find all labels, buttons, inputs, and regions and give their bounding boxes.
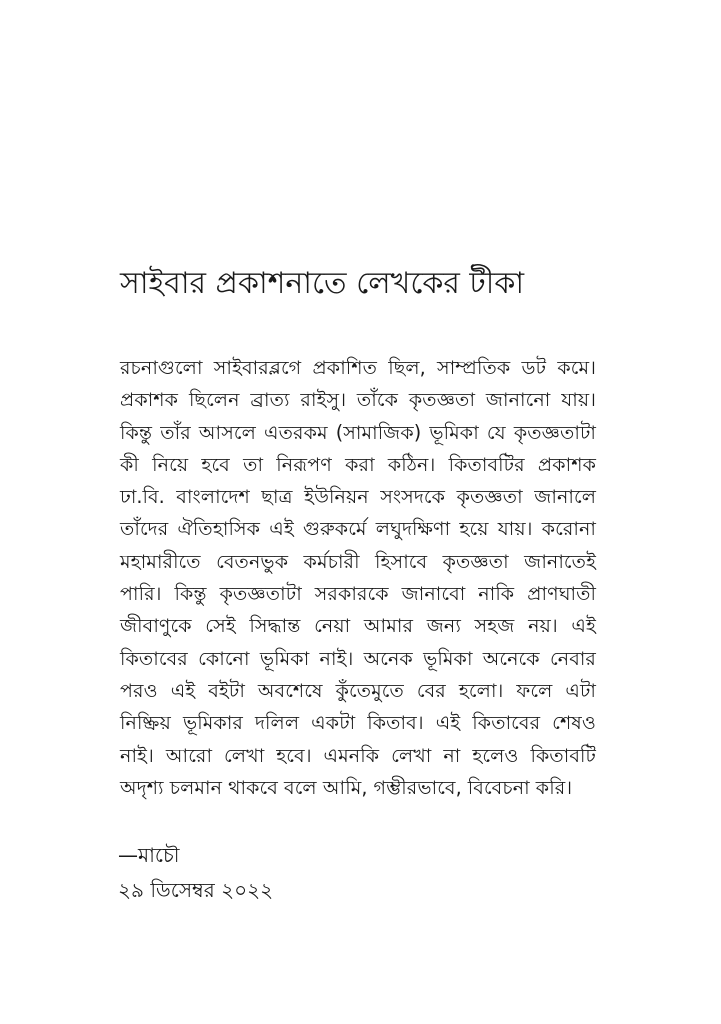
body-paragraph <box>120 352 596 804</box>
author-signature: —মাচৌ <box>118 843 180 867</box>
body-line: তাঁদের ঐতিহাসিক এই গুরুকর্মে লঘুদক্ষিণা হয়ে যায়। করোনা <box>120 517 596 541</box>
body-line: নাই। আরো লেখা হবে। এমনকি লেখা না হলেও কিতাবটি <box>120 743 596 767</box>
body-line: কিন্তু তাঁর আসলে এতরকম (সামাজিক) ভূমিকা যে কৃতজ্ঞতাটা <box>120 420 596 444</box>
body-line: ঢা.বি. বাংলাদেশ ছাত্র ইউনিয়ন সংসদকে কৃতজ্ঞতা জানালে <box>120 485 596 509</box>
body-line: পরও এই বইটা অবশেষে কুঁতেমুতে বের হলো। ফলে এটা <box>120 678 596 702</box>
body-line: জীবাণুকে সেই সিদ্ধান্ত নেয়া আমার জন্য সহজ নয়। এই <box>120 614 596 638</box>
body-line: কী নিয়ে হবে তা নিরূপণ করা কঠিন। কিতাবটির প্রকাশক <box>120 452 596 476</box>
body-line: পারি। কিন্তু কৃতজ্ঞতাটা সরকারকে জানাবো নাকি প্রাণঘাতী <box>120 582 596 606</box>
body-line: কিতাবের কোনো ভূমিকা নাই। অনেক ভূমিকা অনেকে নেবার <box>120 646 596 670</box>
body-line: প্রকাশক ছিলেন ব্রাত্য রাইসু। তাঁকে কৃতজ্ঞতা জানানো যায়। <box>120 388 596 412</box>
page-title: সাইবার প্রকাশনাতে লেখকের টীকা <box>120 266 525 301</box>
body-line: রচনাগুলো সাইবারব্লগে প্রকাশিত ছিল, সাম্প্রতিক ডট কমে। <box>120 356 596 379</box>
body-line: নিষ্ক্রিয় ভূমিকার দলিল একটা কিতাব। এই কিতাবের শেষও <box>120 711 596 735</box>
body-line: অদৃশ্য চলমান থাকবে বলে আমি, গম্ভীরভাবে, বিবেচনা করি। <box>120 775 573 799</box>
date-line: ২৯ ডিসেম্বর ২০২২ <box>118 878 274 902</box>
body-line: মহামারীতে বেতনভুক কর্মচারী হিসাবে কৃতজ্ঞতা জানাতেই <box>120 549 596 573</box>
